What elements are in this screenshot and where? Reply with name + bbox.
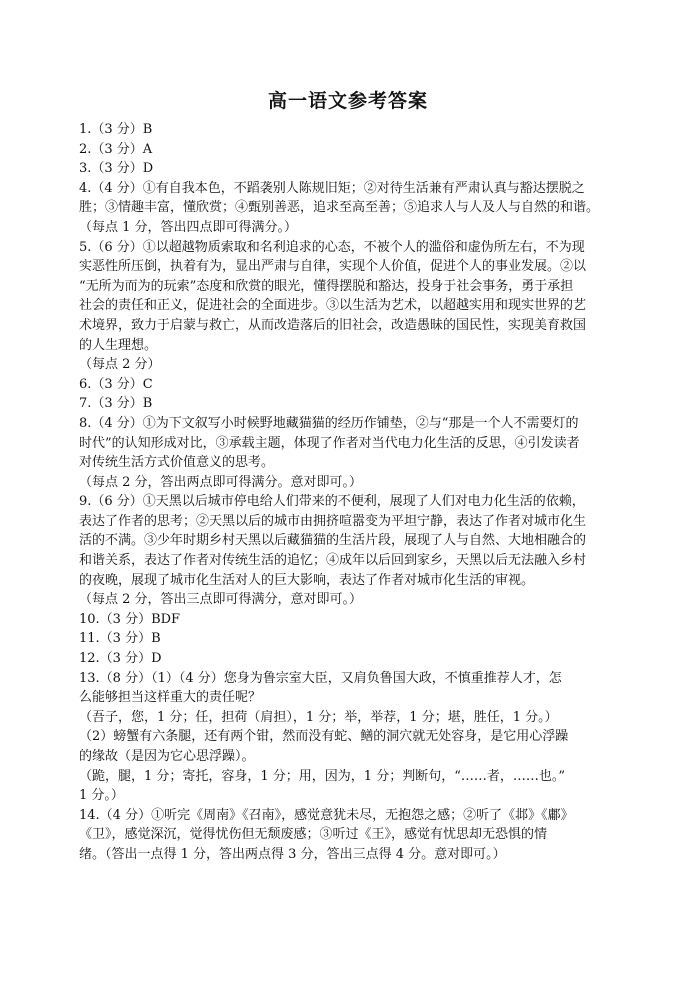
answer-line: 3.（3 分）D [79,161,154,177]
answer-line: 7.（3 分）B [79,396,153,412]
answer-line: （跪，腿，1 分；寄托，容身，1 分；用，因为，1 分；判断句，“……者，……也。” [79,768,566,784]
answer-line: 13.（8 分）（1）（4 分）您身为鲁宗室大臣，又肩负鲁国大政，不慎重推荐人才，怎 [79,670,562,686]
answer-line: 1 分。） [79,788,124,804]
answer-line: 实恶性所压倒，执着有为，显出严肃与自律，实现个人价值，促进个人的事业发展。②以 [79,259,587,275]
answer-line: （吾子，您，1 分；任，担荷（肩担），1 分；举，举荐，1 分；堪，胜任，1 分。） [79,709,558,725]
answer-line: （每点 1 分，答出四点即可得满分。） [79,219,298,235]
answer-line: （每点 2 分，答出三点即可得满分，意对即可。） [79,592,363,608]
answer-line: 的缘故（是因为它心思浮躁）。 [79,749,255,764]
answer-line: 《卫》，感觉深沉，觉得忧伤但无颓废感；③听过《王》，感觉有忧思却无恐惧的情 [79,827,548,843]
answer-body [79,120,624,865]
answer-line: 时代”的认知形成对比，③承载主题，体现了作者对当代电力化生活的反思，④引发读者 [79,435,580,451]
answer-line: 活的不满。③少年时期乡村天黑以后藏猫猫的生活片段，展现了人与自然、大地相融合的 [79,533,587,549]
answer-line: 6.（3 分）C [79,376,153,392]
answer-line: 么能够担当这样重大的责任呢？ [79,690,262,706]
answer-line: 社会的责任和正义，促进社会的全面进步。③以生活为艺术，以超越实用和现实世界的艺 [79,298,587,314]
answer-line: “无所为而为的玩索”态度和欣赏的眼光，懂得摆脱和豁达，投身于社会事务，勇于承担 [79,278,574,294]
answer-line: 2.（3 分）A [79,141,153,157]
answer-line: 11.（3 分）B [79,631,161,647]
answer-line: 9.（6 分）①天黑以后城市停电给人们带来的不便利，展现了人们对电力化生活的依赖， [79,494,585,510]
answer-line: 的人生理想。 [79,337,158,353]
answer-line: 的夜晚，展现了城市化生活对人的巨大影响，表达了作者对城市化生活的审视。 [79,572,535,588]
answer-line: （每点 2 分，答出两点即可得满分。意对即可。） [79,474,363,490]
answer-line: （每点 2 分） [79,357,161,373]
answer-line: 绪。（答出一点得 1 分，答出两点得 3 分，答出三点得 4 分。意对即可。） [79,846,506,862]
answer-line: 和谐关系，表达了作者对传统生活的追忆；④成年以后回到家乡，天黑以后无法融入乡村 [79,553,587,569]
answer-line: 5.（6 分）①以超越物质索取和名利追求的心态，不被个人的滥俗和虚伪所左右，不为现 [79,239,585,255]
page-title: 高一语文参考答案 [267,90,428,112]
answer-line: 表达了作者的思考；②天黑以后的城市由拥挤喧嚣变为平坦宁静，表达了作者对城市化生 [79,513,587,529]
answer-line: 1.（3 分）B [79,122,153,137]
answer-line: 12.（3 分）D [79,651,162,667]
answer-line: 8.（4 分）①为下文叙写小时候野地藏猫猫的经历作铺垫，②与“那是一个人不需要灯的 [79,415,579,431]
answer-line: 胜；③情趣丰富，懂欣赏；④甄别善恶，追求至高至善；⑤追求人与人及人与自然的和谐。 [79,200,600,216]
answer-line: 4.（4 分）①有自我本色，不蹈袭别人陈规旧矩；②对待生活兼有严肃认真与豁达摆脱之 [79,180,585,196]
answer-line: （2）螃蟹有六条腿，还有两个钳，然而没有蛇、鳝的洞穴就无处容身，是它用心浮躁 [79,729,569,745]
answer-line: 对传统生活方式价值意义的思考。 [79,455,275,471]
answer-line: 14.（4 分）①听完《周南》《召南》，感觉意犹未尽，无抱怨之感；②听了《邶》《鄘》 [79,807,574,823]
answer-line: 术境界，致力于启蒙与救亡，从而改造落后的旧社会，改造愚昧的国民性，实现美育救国 [79,317,587,333]
answer-line: 10.（3 分）BDF [79,611,181,627]
